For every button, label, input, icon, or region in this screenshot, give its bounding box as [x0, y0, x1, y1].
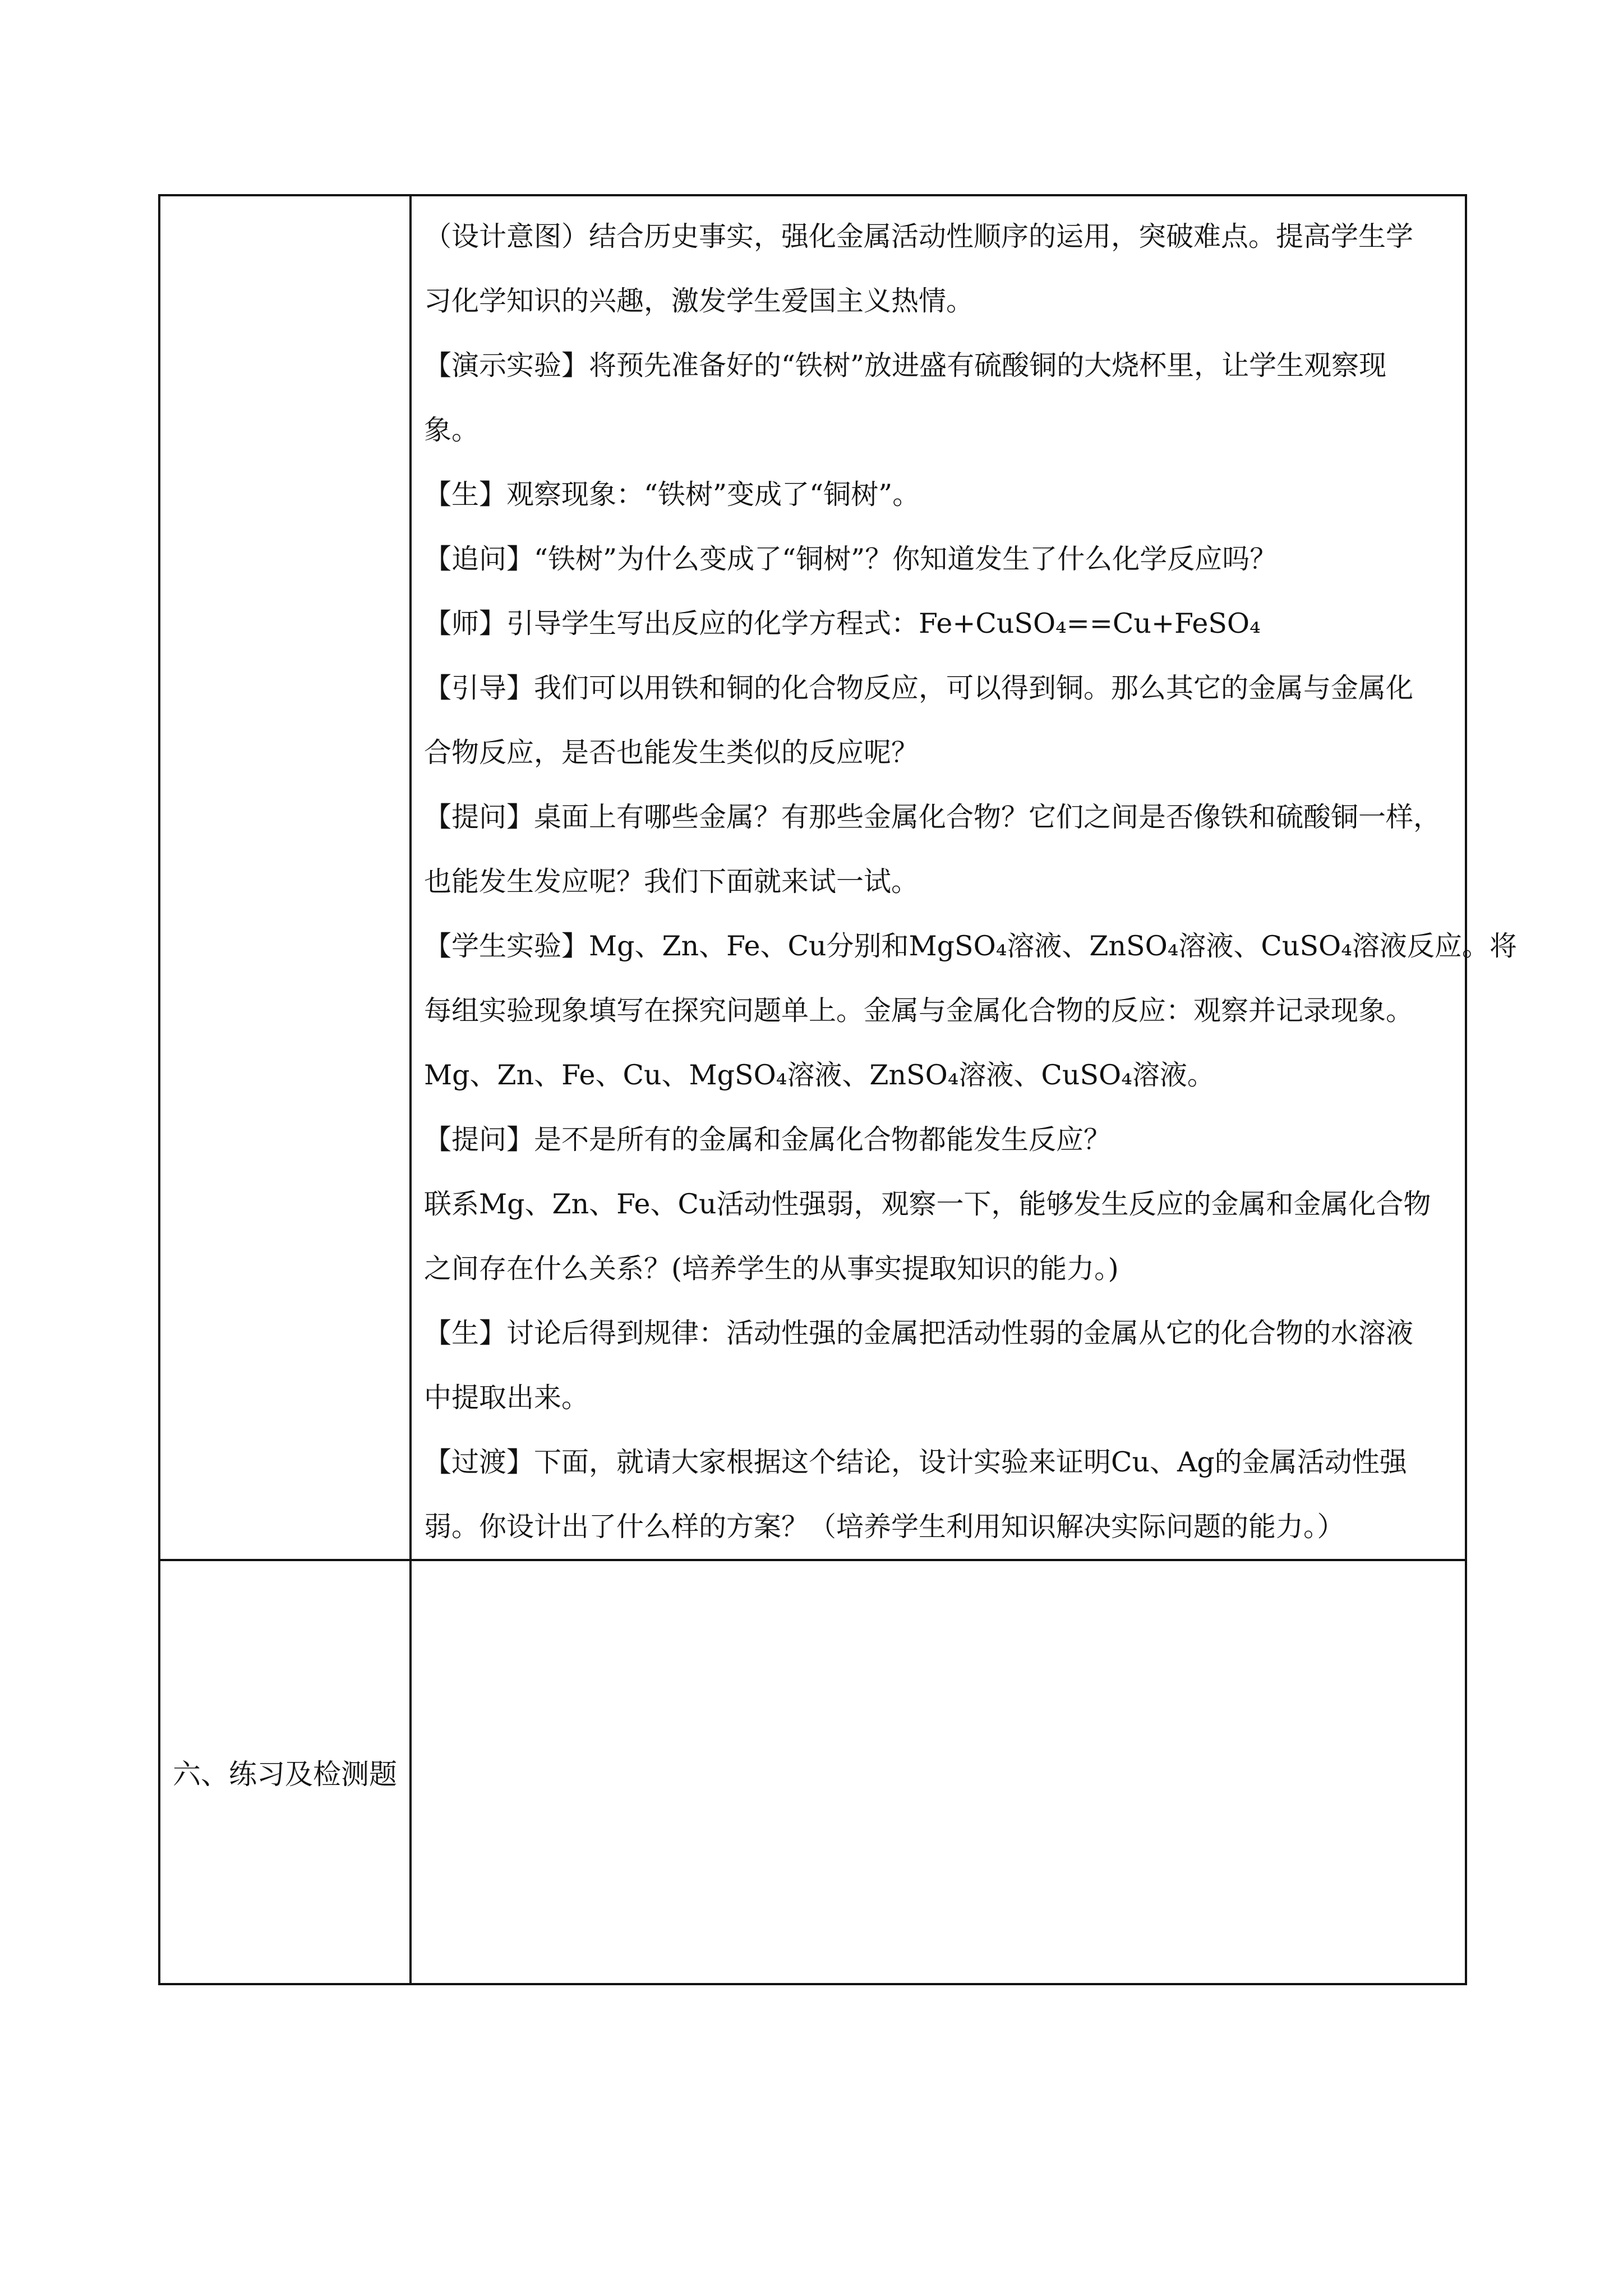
text-line: 【演示实验】将预先准备好的“铁树”放进盛有硫酸铜的大烧杯里，让学生观察现 [424, 349, 1387, 381]
text-line: 【提问】桌面上有哪些金属？有那些金属化合物？它们之间是否像铁和硫酸铜一样， [424, 801, 1441, 833]
text-line: 弱。你设计出了什么样的方案？（培养学生利用知识解决实际问题的能力。） [424, 1511, 1345, 1543]
row-content-cell [411, 195, 1517, 1560]
text-line: 中提取出来。 [424, 1382, 589, 1414]
text-line: 【追问】“铁树”为什么变成了“铜树”？你知道发生了什么化学反应吗？ [424, 543, 1278, 575]
text-line: 也能发生发应呢？我们下面就来试一试。 [424, 866, 919, 898]
text-line: 每组实验现象填写在探究问题单上。金属与金属化合物的反应：观察并记录现象。 [424, 995, 1414, 1027]
text-line: 联系Mg、Zn、Fe、Cu活动性强弱，观察一下，能够发生反应的金属和金属化合物 [424, 1188, 1431, 1220]
lesson-table [158, 194, 1517, 1985]
text-line: 习化学知识的兴趣，激发学生爱国主义热情。 [424, 285, 974, 317]
row-label-cell [159, 195, 411, 1560]
text-line: 【师】引导学生写出反应的化学方程式：Fe+CuSO₄==Cu+FeSO₄ [424, 608, 1261, 639]
text-line: 【学生实验】Mg、Zn、Fe、Cu分别和MgSO₄溶液、ZnSO₄溶液、CuSO₄溶液反应。将 [424, 930, 1517, 962]
text-line: 【生】观察现象：“铁树”变成了“铜树”。 [424, 478, 920, 510]
table-row [159, 195, 1466, 1560]
text-line: 【提问】是不是所有的金属和金属化合物都能发生反应？ [424, 1124, 1112, 1156]
table-row [159, 1560, 1466, 1984]
text-line: 象。 [424, 414, 479, 446]
text-line: 之间存在什么关系？(培养学生的从事实提取知识的能力。) [424, 1253, 1119, 1285]
text-line: 【引导】我们可以用铁和铜的化合物反应，可以得到铜。那么其它的金属与金属化 [424, 672, 1414, 704]
exercises-content-cell [411, 1560, 1466, 1984]
text-line: Mg、Zn、Fe、Cu、MgSO₄溶液、ZnSO₄溶液、CuSO₄溶液。 [424, 1059, 1215, 1091]
text-line: 【过渡】下面，就请大家根据这个结论，设计实验来证明Cu、Ag的金属活动性强 [424, 1446, 1407, 1478]
teaching-process-text [412, 196, 1517, 1559]
text-line: 合物反应，是否也能发生类似的反应呢？ [424, 737, 919, 769]
section-label-exercises: 六、练习及检测题 [159, 1560, 411, 1984]
text-line: 【生】讨论后得到规律：活动性强的金属把活动性弱的金属从它的化合物的水溶液 [424, 1317, 1414, 1349]
text-line: （设计意图）结合历史事实，强化金属活动性顺序的运用，突破难点。提高学生学 [424, 220, 1414, 252]
